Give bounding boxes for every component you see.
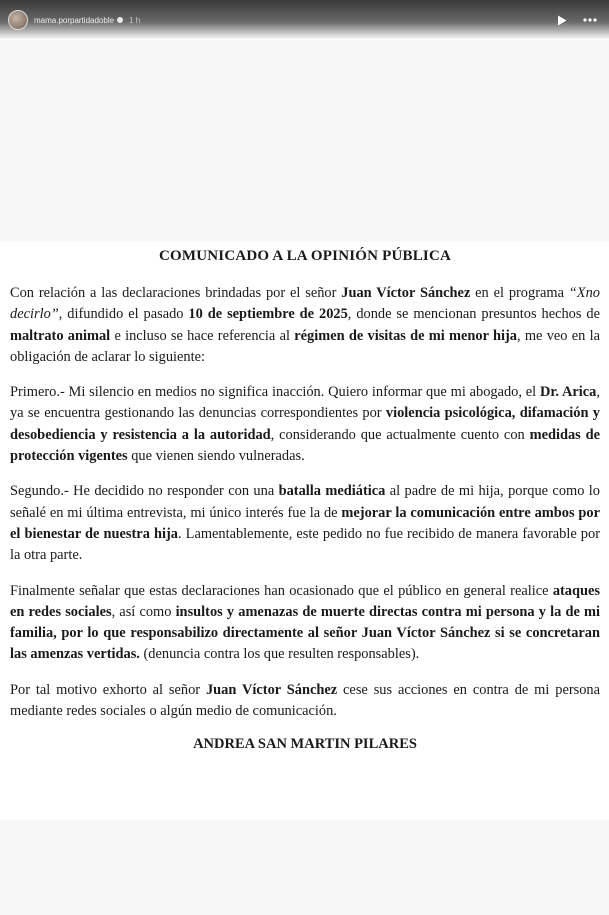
paragraph-4: Finalmente señalar que estas declaraciones han ocasionado que el público en general realice ataques en redes sociales, así como insultos y amenazas de muerte directas contra mi persona y la de mi familia, por lo que responsabilizo directamente al señor Juan Víctor Sánchez si se concretaran las amenzas vertidas. (denuncia contra los que resulten responsables).	[10, 582, 600, 663]
more-icon[interactable]	[583, 18, 597, 22]
paragraph-2: Primero.- Mi silencio en medios no significa inacción. Quiero informar que mi abogado, el Dr. Arica, ya se encuentra gestionando las denuncias correspondientes por violencia psicológica, difamación y desobediencia y resistencia a la autoridad, considerando que actualmente cuento con medidas de protección vigentes que vienen siendo vulneradas.	[10, 384, 601, 465]
document-title: COMUNICADO A LA OPINIÓN PÚBLICA	[158, 248, 452, 264]
post-time: 1 h	[129, 15, 141, 25]
username[interactable]: mama.porpartidadoble	[34, 15, 115, 25]
bottom-blank-area	[0, 820, 609, 915]
signature-name: ANDREA SAN MARTIN PILARES	[193, 736, 417, 753]
avatar[interactable]	[8, 10, 28, 30]
story-header	[0, 0, 609, 40]
story-controls	[557, 15, 597, 26]
verified-badge-icon	[117, 17, 123, 23]
statement-document	[10, 242, 600, 820]
paragraph-1: Con relación a las declaraciones brindadas por el señor Juan Víctor Sánchez en el programa “Xno decirlo”, difundido el pasado 10 de septiembre de 2025, donde se mencionan presuntos hechos de maltrato animal e incluso se hace referencia al régimen de visitas de mi menor hija, me veo en la obligación de aclarar lo siguiente:	[10, 285, 600, 365]
paragraph-5: Por tal motivo exhorto al señor Juan Víctor Sánchez cese sus acciones en contra de mi persona mediante redes sociales o algún medio de comunicación.	[10, 681, 600, 720]
play-icon[interactable]	[557, 15, 567, 26]
top-blank-area	[0, 40, 609, 242]
paragraph-3: Segundo.- He decidido no responder con una batalla mediática al padre de mi hija, porque como lo señalé en mi última entrevista, mi único interés fue la de mejorar la comunicación entre ambos por el bienestar de nuestra hija. Lamentablemente, este pedido no fue recibido de manera favorable por la otra parte.	[10, 483, 600, 564]
